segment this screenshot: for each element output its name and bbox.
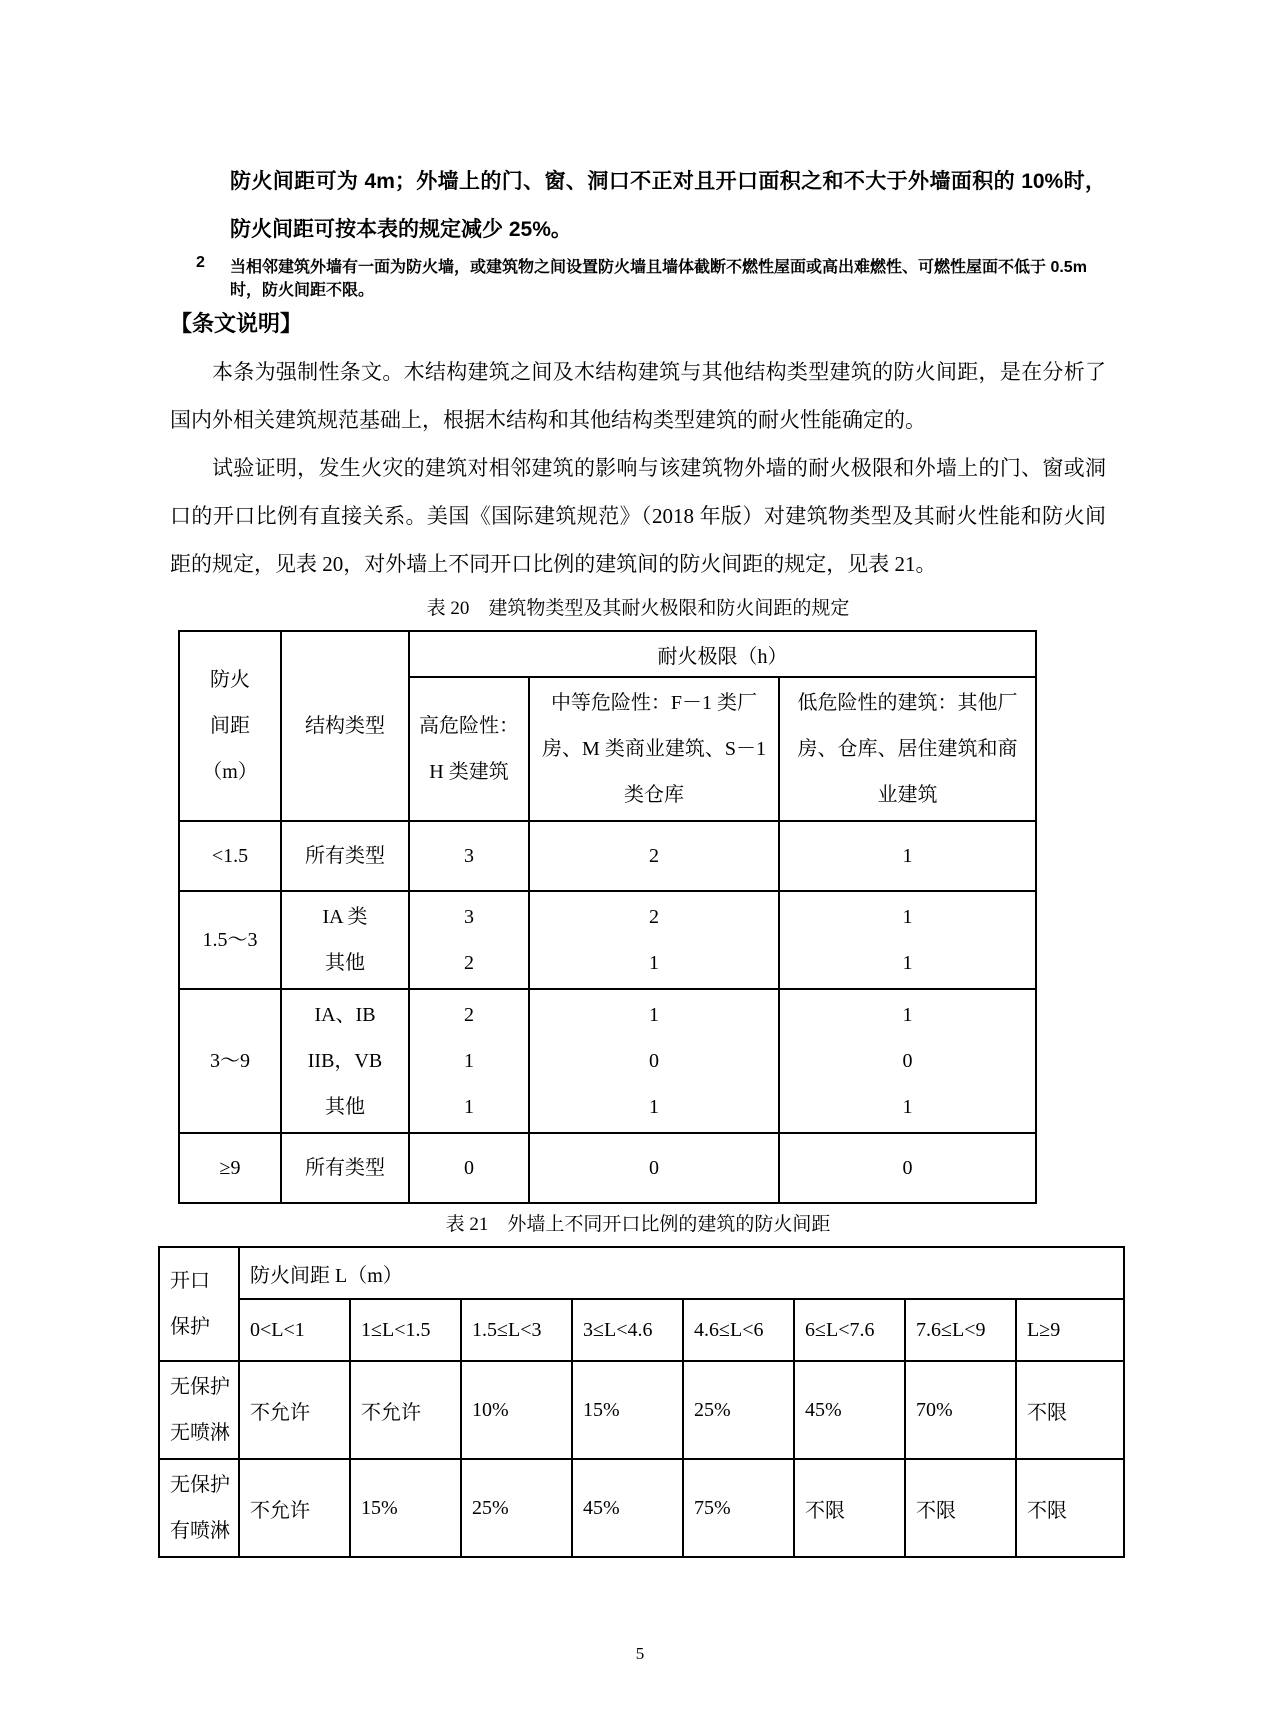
t20-r2-low-1: 0: [902, 1050, 913, 1072]
t20-r2-high-1: 1: [464, 1050, 474, 1072]
t21-range-3: 3≤L<4.6: [572, 1299, 683, 1361]
t20-r0-distance: <1.5: [211, 845, 249, 867]
page-number: 5: [635, 1644, 645, 1663]
t20-r2-type-2: 其他: [325, 1096, 365, 1118]
t21-r0-v7: 不限: [1016, 1361, 1124, 1459]
section-heading-explanation: 【条文说明】: [170, 311, 303, 336]
t21-r0-v2: 10%: [461, 1361, 572, 1459]
table20-header-low-hazard: 低危险性的建筑：其他厂 房、仓库、居住建筑和商 业建筑: [779, 677, 1036, 821]
t21-range-5: 6≤L<7.6: [794, 1299, 905, 1361]
t20-r3-medium: 0: [649, 1157, 659, 1179]
t20-r3-distance: ≥9: [219, 1157, 241, 1179]
table20-header-row-1: [179, 631, 1036, 677]
explanation-paragraph-2: 试验证明，发生火灾的建筑对相邻建筑的影响与该建筑物外墙的耐火极限和外墙上的门、窗或洞口的开口比例有直接关系。美国《国际建筑规范》（2018 年版）对建筑物类型及其耐火性能和防火间距的规定，见表 20，对外墙上不同开口比例的建筑间的防火间距的规定，见表 21。: [170, 456, 1106, 576]
t21-range-0: 0<L<1: [239, 1299, 350, 1361]
clause-item-2: [170, 254, 1106, 300]
t20-r1-low-0: 1: [902, 906, 913, 928]
t21-r1-v2: 25%: [461, 1459, 572, 1557]
t20-r1-medium-0: 2: [649, 906, 659, 928]
t20-r1-low-1: 1: [902, 952, 913, 974]
t21-r0-v1: 不允许: [350, 1361, 461, 1459]
t20-r0-type: 所有类型: [305, 845, 385, 867]
t21-range-7: L≥9: [1016, 1299, 1124, 1361]
t21-r0-v0: 不允许: [239, 1361, 350, 1459]
table20-caption: 表 20 建筑物类型及其耐火极限和防火间距的规定: [426, 598, 850, 619]
t20-r2-type-1: IIB，VB: [307, 1050, 383, 1072]
table20-header-high-hazard: 高危险性： H 类建筑: [409, 677, 529, 821]
table20: [178, 630, 1037, 1204]
t21-r0-v5: 45%: [794, 1361, 905, 1459]
t21-r0-v6: 70%: [905, 1361, 1016, 1459]
t21-range-1: 1≤L<1.5: [350, 1299, 461, 1361]
t21-r1-label: 无保护 有喷淋: [159, 1459, 239, 1557]
table-row: [179, 821, 1036, 891]
t20-r2-medium-2: 1: [649, 1096, 659, 1118]
table21-header-row-2: [159, 1299, 1124, 1361]
t20-r1-high-1: 2: [464, 952, 474, 974]
page-content: [170, 158, 1106, 1558]
t20-r2-distance: 3～9: [210, 1050, 250, 1072]
t21-range-4: 4.6≤L<6: [683, 1299, 794, 1361]
t21-r1-v7: 不限: [1016, 1459, 1124, 1557]
table-row: [159, 1361, 1124, 1459]
table20-header-distance-line2: 间距: [210, 715, 250, 737]
t21-r0-v3: 15%: [572, 1361, 683, 1459]
t20-r2-high-0: 2: [464, 1004, 474, 1026]
t21-r0-label: 无保护 无喷淋: [159, 1361, 239, 1459]
t20-r2-low-2: 1: [902, 1096, 913, 1118]
t20-r1-type-0: IA 类: [322, 906, 368, 928]
t20-r3-type: 所有类型: [305, 1157, 385, 1179]
t21-r1-v4: 75%: [683, 1459, 794, 1557]
t21-r0-v4: 25%: [683, 1361, 794, 1459]
table21-span-header: 防火间距 L（m）: [239, 1247, 1124, 1299]
t20-r0-high: 3: [464, 845, 474, 867]
t20-r2-medium-0: 1: [649, 1004, 659, 1026]
clause-item-2-number: 2: [196, 254, 205, 271]
table-row: [179, 989, 1036, 1133]
table21-corner-header: 开口 保护: [159, 1247, 239, 1361]
table20-header-distance-line1: 防火: [210, 669, 250, 691]
t20-r2-high-2: 1: [464, 1096, 474, 1118]
table21-header-row-1: [159, 1247, 1124, 1299]
t21-range-6: 7.6≤L<9: [905, 1299, 1016, 1361]
table21-caption: 表 21 外墙上不同开口比例的建筑的防火间距: [445, 1214, 831, 1235]
clause-continuation-paragraph: 防火间距可为 4m；外墙上的门、窗、洞口不正对且开口面积之和不大于外墙面积的 10%时，防火间距可按本表的规定减少 25%。: [230, 170, 1106, 241]
t20-r1-distance: 1.5～3: [202, 929, 258, 951]
table20-header-fire-resistance-group: 耐火极限（h）: [409, 631, 1036, 677]
clause-item-2-text: 当相邻建筑外墙有一面为防火墙，或建筑物之间设置防火墙且墙体截断不燃性屋面或高出难燃性、可燃性屋面不低于 0.5m 时，防火间距不限。: [230, 259, 1087, 299]
t20-r1-type-1: 其他: [325, 952, 365, 974]
t20-r2-medium-1: 0: [649, 1050, 659, 1072]
t21-r1-v0: 不允许: [239, 1459, 350, 1557]
t20-r3-high: 0: [464, 1157, 474, 1179]
table20-header-distance: [179, 631, 281, 821]
t20-r0-medium: 2: [649, 845, 659, 867]
t20-r0-low: 1: [902, 845, 913, 867]
t20-r1-high-0: 3: [464, 906, 474, 928]
table20-header-structure-type: 结构类型: [281, 631, 409, 821]
table-row: [179, 891, 1036, 989]
table21: [158, 1246, 1125, 1558]
explanation-paragraph-1: 本条为强制性条文。木结构建筑之间及木结构建筑与其他结构类型建筑的防火间距，是在分析了国内外相关建筑规范基础上，根据木结构和其他结构类型建筑的耐火性能确定的。: [170, 360, 1106, 432]
t21-r1-v3: 45%: [572, 1459, 683, 1557]
t20-r2-low-0: 1: [902, 1004, 913, 1026]
t21-r1-v5: 不限: [794, 1459, 905, 1557]
t20-r2-type-0: IA、IB: [314, 1004, 376, 1026]
t20-r1-medium-1: 1: [649, 952, 659, 974]
table-row: [179, 1133, 1036, 1203]
t20-r3-low: 0: [902, 1157, 913, 1179]
t21-range-2: 1.5≤L<3: [461, 1299, 572, 1361]
table20-header-distance-line3: （m）: [202, 761, 258, 783]
t21-r1-v6: 不限: [905, 1459, 1016, 1557]
table20-header-medium-hazard: 中等危险性：F－1 类厂 房、M 类商业建筑、S－1 类仓库: [529, 677, 779, 821]
t21-r1-v1: 15%: [350, 1459, 461, 1557]
table-row: [159, 1459, 1124, 1557]
